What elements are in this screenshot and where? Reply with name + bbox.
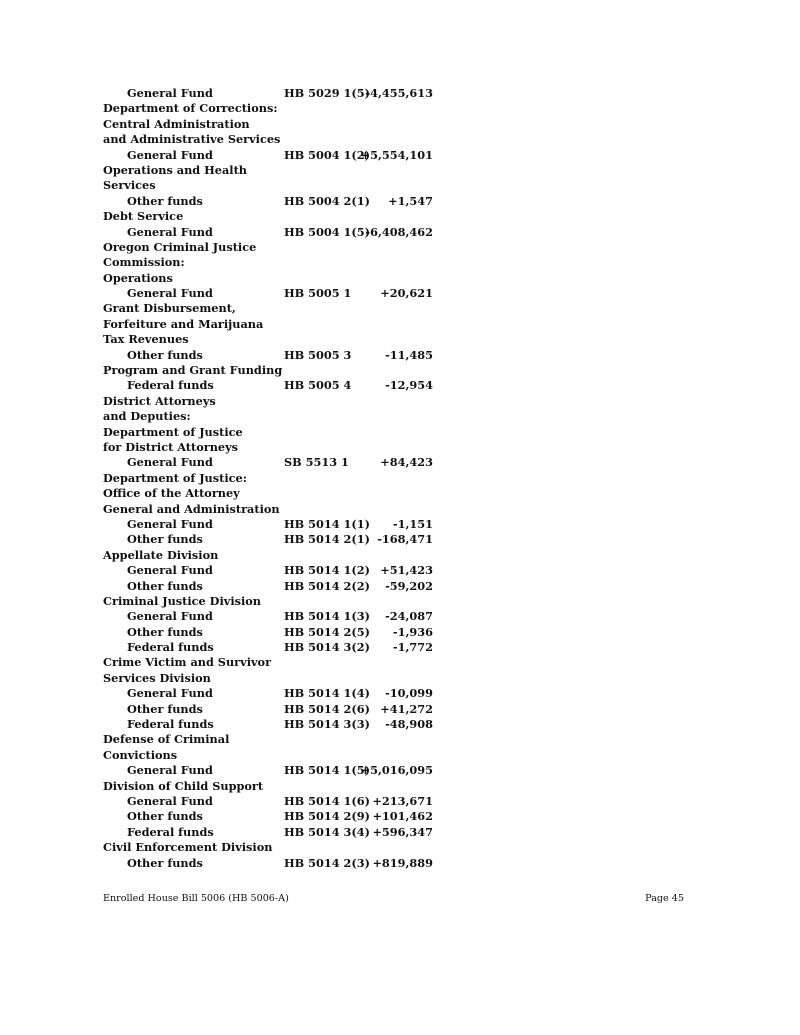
fund-line [103, 86, 443, 101]
amount: +84,423 [380, 455, 433, 470]
heading-text: Operations and Health [103, 162, 248, 177]
footer-bill-title: Enrolled House Bill 5006 (HB 5006-A) [103, 893, 289, 904]
section-heading [103, 363, 443, 378]
bill-reference: SB 5513 1 [284, 455, 349, 470]
bill-reference: HB 5014 1(3) [284, 609, 370, 624]
fund-line [103, 686, 443, 701]
fund-type: Other funds [127, 624, 203, 639]
heading-text: Convictions [103, 747, 178, 762]
fund-line [103, 286, 443, 301]
section-heading [103, 394, 443, 409]
amount: -4,455,613 [365, 86, 433, 100]
fund-type: Other funds [127, 532, 203, 547]
bill-reference: HB 5005 4 [284, 378, 352, 393]
heading-text: Department of Justice: [103, 470, 247, 485]
fund-line [103, 455, 443, 470]
bill-reference: HB 5005 1 [284, 286, 352, 301]
amount: -48,908 [385, 717, 433, 732]
fund-line [103, 563, 443, 578]
bill-reference: HB 5014 2(9) [284, 809, 370, 824]
fund-line [103, 640, 443, 655]
bill-reference: HB 5004 1(5) [284, 224, 370, 239]
section-heading [103, 101, 443, 116]
fund-type: General Fund [127, 763, 213, 778]
heading-text: Commission: [103, 255, 185, 270]
fund-type: Other funds [127, 347, 203, 362]
amount: +5,554,101 [360, 147, 433, 162]
heading-text: Civil Enforcement Division [103, 840, 273, 855]
section-heading [103, 117, 443, 132]
amount: +51,423 [380, 563, 433, 578]
bill-reference: HB 5004 2(1) [284, 193, 370, 208]
fund-type: Other funds [127, 193, 203, 208]
amount: +1,547 [388, 193, 433, 208]
amount: -11,485 [385, 347, 433, 362]
fund-type: General Fund [127, 286, 213, 301]
bill-reference: HB 5014 1(2) [284, 563, 370, 578]
amount: -10,099 [385, 686, 433, 701]
bill-reference: HB 5014 2(1) [284, 532, 370, 547]
bill-reference: HB 5014 2(3) [284, 855, 370, 870]
section-heading [103, 779, 443, 794]
section-heading [103, 163, 443, 178]
section-heading [103, 425, 443, 440]
fund-type: General Fund [127, 563, 213, 578]
bill-reference: HB 5014 3(3) [284, 717, 370, 732]
section-heading [103, 594, 443, 609]
bill-reference: HB 5005 3 [284, 347, 352, 362]
fund-type: Other funds [127, 578, 203, 593]
bill-reference: HB 5004 1(2) [284, 147, 370, 162]
fund-type: General Fund [127, 609, 213, 624]
heading-text: Defense of Criminal [103, 732, 230, 747]
fund-line [103, 702, 443, 717]
fund-type: General Fund [127, 86, 213, 100]
bill-reference: HB 5014 1(1) [284, 516, 370, 531]
section-heading [103, 655, 443, 670]
bill-reference: HB 5014 3(4) [284, 824, 370, 839]
section-heading [103, 486, 443, 501]
section-heading [103, 748, 443, 763]
fund-line [103, 579, 443, 594]
fund-line [103, 517, 443, 532]
heading-text: Debt Service [103, 209, 184, 224]
fund-type: General Fund [127, 147, 213, 162]
amount: -6,408,462 [365, 224, 433, 239]
section-heading [103, 440, 443, 455]
fund-line [103, 825, 443, 840]
amount: +41,272 [380, 701, 433, 716]
section-heading [103, 502, 443, 517]
heading-text: Central Administration [103, 116, 250, 131]
fund-line [103, 194, 443, 209]
fund-type: Federal funds [127, 824, 214, 839]
amount: -24,087 [385, 609, 433, 624]
heading-text: Program and Grant Funding [103, 363, 283, 378]
section-heading [103, 301, 443, 316]
heading-text: Appellate Division [103, 547, 219, 562]
heading-text: Forfeiture and Marijuana [103, 316, 264, 331]
fund-type: General Fund [127, 793, 213, 808]
fund-line [103, 856, 443, 871]
amount: +5,016,095 [360, 763, 433, 778]
heading-text: and Administrative Services [103, 132, 281, 147]
fund-line [103, 225, 443, 240]
heading-text: Oregon Criminal Justice [103, 239, 257, 254]
section-heading [103, 732, 443, 747]
fund-line [103, 348, 443, 363]
heading-text: Division of Child Support [103, 778, 264, 793]
heading-text: and Deputies: [103, 409, 191, 424]
fund-line [103, 148, 443, 163]
fund-line [103, 625, 443, 640]
fund-type: General Fund [127, 455, 213, 470]
heading-text: Tax Revenues [103, 332, 189, 347]
section-heading [103, 840, 443, 855]
fund-type: Other funds [127, 809, 203, 824]
section-heading [103, 671, 443, 686]
appropriations-list [103, 86, 443, 871]
fund-type: Federal funds [127, 640, 214, 655]
fund-type: Federal funds [127, 378, 214, 393]
heading-text: District Attorneys [103, 393, 216, 408]
fund-line [103, 809, 443, 824]
heading-text: Department of Corrections: [103, 101, 278, 116]
amount: -168,471 [377, 532, 433, 547]
bill-reference: HB 5014 3(2) [284, 640, 370, 655]
bill-reference: HB 5014 1(6) [284, 793, 370, 808]
fund-line [103, 532, 443, 547]
section-heading [103, 471, 443, 486]
section-heading [103, 332, 443, 347]
section-heading [103, 317, 443, 332]
section-heading [103, 240, 443, 255]
fund-line [103, 609, 443, 624]
section-heading [103, 209, 443, 224]
heading-text: Department of Justice [103, 424, 243, 439]
bill-reference: HB 5014 1(5) [284, 763, 370, 778]
fund-line [103, 763, 443, 778]
footer-page-number: Page 45 [645, 893, 684, 904]
heading-text: Grant Disbursement, [103, 301, 236, 316]
heading-text: for District Attorneys [103, 439, 239, 454]
bill-reference: HB 5014 2(5) [284, 624, 370, 639]
heading-text: Operations [103, 270, 173, 285]
amount: -1,936 [392, 624, 433, 639]
amount: +20,621 [380, 286, 433, 301]
amount: +101,462 [372, 809, 433, 824]
heading-text: Office of the Attorney [103, 486, 240, 501]
bill-reference: HB 5014 2(2) [284, 578, 370, 593]
fund-type: Other funds [127, 855, 203, 870]
amount: +596,347 [372, 824, 433, 839]
fund-type: Other funds [127, 701, 203, 716]
fund-type: General Fund [127, 516, 213, 531]
heading-text: Services Division [103, 670, 211, 685]
section-heading [103, 178, 443, 193]
section-heading [103, 548, 443, 563]
bill-reference: HB 5014 2(6) [284, 701, 370, 716]
section-heading [103, 409, 443, 424]
amount: -1,151 [392, 516, 433, 531]
amount: +819,889 [372, 855, 433, 870]
bill-reference: HB 5014 1(4) [284, 686, 370, 701]
section-heading [103, 271, 443, 286]
section-heading [103, 132, 443, 147]
fund-line [103, 794, 443, 809]
fund-type: General Fund [127, 224, 213, 239]
fund-line [103, 378, 443, 393]
section-heading [103, 255, 443, 270]
fund-line [103, 717, 443, 732]
amount: -12,954 [385, 378, 433, 393]
heading-text: Criminal Justice Division [103, 593, 262, 608]
fund-type: General Fund [127, 686, 213, 701]
amount: -1,772 [392, 640, 433, 655]
bill-reference: HB 5029 1(5) [284, 86, 370, 100]
amount: +213,671 [372, 793, 433, 808]
heading-text: Services [103, 178, 156, 193]
heading-text: General and Administration [103, 501, 280, 516]
amount: -59,202 [385, 578, 433, 593]
heading-text: Crime Victim and Survivor [103, 655, 272, 670]
fund-type: Federal funds [127, 717, 214, 732]
